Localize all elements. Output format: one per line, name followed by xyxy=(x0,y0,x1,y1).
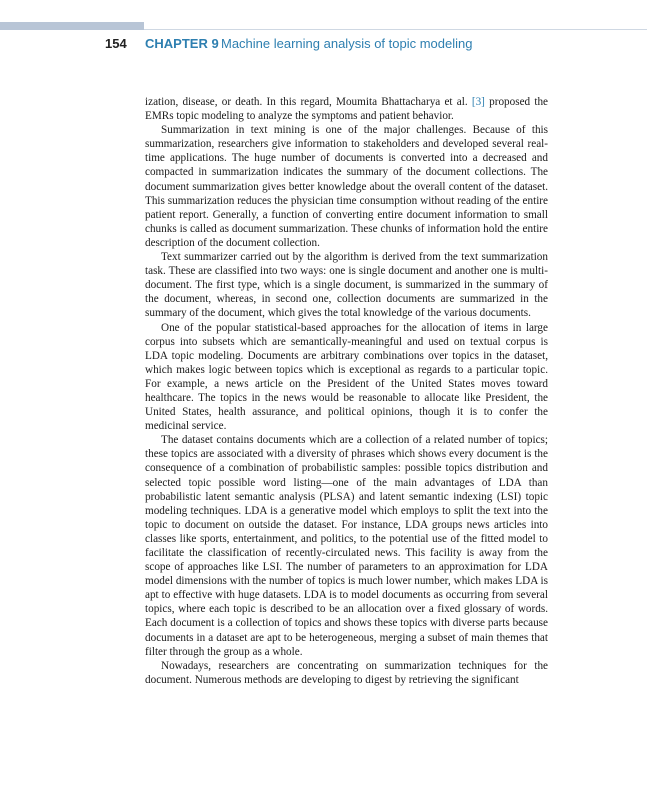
paragraph: Text summarizer carried out by the algorithm is derived from the text summarization task. These are classified into two ways: one is single document and another one is multi-document. The first type, which is a single document, is summarized in the summary of the document, whereas, in second one, collection documents are summarized in the summary of the document, which gives the total knowledge of the various documents. xyxy=(145,251,548,320)
body-text xyxy=(145,95,548,687)
running-header xyxy=(0,36,647,54)
page-number: 154 xyxy=(105,36,127,51)
chapter-label: CHAPTER 9 xyxy=(145,36,219,51)
header-accent-bar xyxy=(0,22,144,30)
paragraph-text: proposed the EMRs topic modeling to analyze the symptoms and patient behavior. xyxy=(145,96,549,123)
citation-link[interactable]: [3] xyxy=(471,96,485,108)
paragraph: The dataset contains documents which are a collection of a related number of topics; these topics are associated with a diversity of phrases which shows every document is the consequence of a combination of probabilistic samples: possible topics distribution and selected topic possible word listing—one of the main advantages of LDA than probabilistic latent semantic analysis (PLSA) and latent semantic indexing (LSI) topic modeling techniques. LDA is a generative model which employs to split the text into the topic to document on outside the dataset. For instance, LDA groups news articles into classes like sports, entertainment, and politics, to the potential use of the fitted model to facilitate the classification of recently-circulated news. This facility is away from the scope of approaches like LSI. The number of parameters to an approximation for LDA model dimensions with the number of topics is much lower number, which makes LDA is apt to effective with huge datasets. LDA is to model documents as occurring from several topics, where each topic is described to be an allocation over a fixed glossary of words. Each document is a collection of topics and shows these topics with diverse parts because documents in a dataset are apt to be heterogeneous, merging a subset of main themes that filter through the group as a whole. xyxy=(145,434,548,658)
paragraph xyxy=(145,95,548,123)
chapter-title: Machine learning analysis of topic modeling xyxy=(221,36,473,51)
header-rule xyxy=(144,29,647,30)
paragraph-text: ization, disease, or death. In this regard, Moumita Bhattacharya et al. xyxy=(145,96,468,108)
paragraph: One of the popular statistical-based approaches for the allocation of items in large corpus into subsets which are semantically-meaningful and used on textual corpus is LDA topic modeling. Documents are arbitrary combinations over topics in the dataset, which makes logic between topics which is exceptional as regards to a particular topic. For example, a news article on the President of the United States moves toward healthcare. The topics in the news would be reasonable to allocate like President, the United States, health assurance, and political opinions, though it is to confer the medicinal service. xyxy=(145,321,548,433)
paragraph: Nowadays, researchers are concentrating on summarization techniques for the document. Numerous methods are developing to digest by retrieving the significant xyxy=(145,659,548,686)
paragraph: Summarization in text mining is one of the major challenges. Because of this summarization, researchers give information to stakeholders and developed several real-time applications. The huge number of documents is converted into a decreased and compacted in summarization indicates the summary of the document collections. The document summarization gives better knowledge about the overall content of the dataset. This summarization reduces the physician time consumption without reading of the entire patient report. Generally, a function of converting entire document information to small chunks is called as document summarization. These chunks of information hold the entire description of the document collection. xyxy=(145,124,548,249)
